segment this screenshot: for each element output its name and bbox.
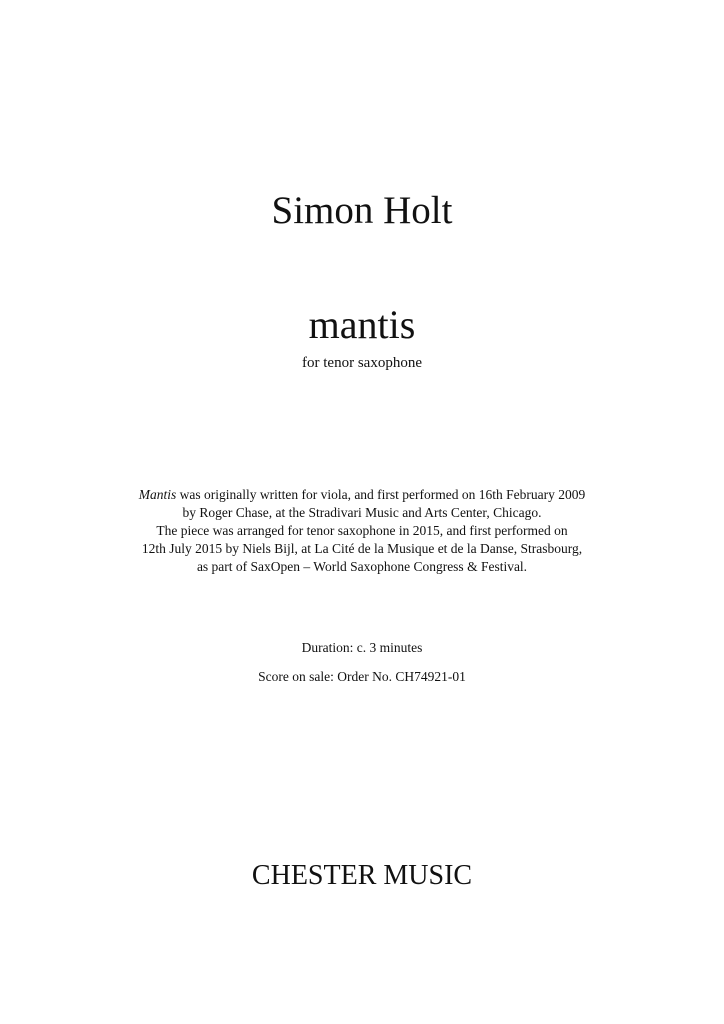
duration-text: Duration: c. 3 minutes xyxy=(301,640,423,655)
work-title: mantis xyxy=(308,302,416,347)
order-number-text: Score on sale: Order No. CH74921-01 xyxy=(258,669,466,684)
notes-line-3: The piece was arranged for tenor saxophone in 2015, and first performed on xyxy=(156,523,568,538)
composer-name: Simon Holt xyxy=(271,189,453,232)
notes-line-5: as part of SaxOpen – World Saxophone Congress & Festival. xyxy=(196,559,528,574)
notes-line-4: 12th July 2015 by Niels Bijl, at La Cité de la Musique et de la Danse, Strasbourg, xyxy=(141,541,583,556)
publisher-name: CHESTER MUSIC xyxy=(251,860,473,891)
instrumentation: for tenor saxophone xyxy=(302,355,422,371)
notes-title-italic: Mantis xyxy=(138,487,177,502)
notes-line-2: by Roger Chase, at the Stradivari Music and Arts Center, Chicago. xyxy=(182,505,542,520)
performance-notes xyxy=(0,486,724,576)
notes-line-1-text: was originally written for viola, and first performed on 16th February 2009 xyxy=(176,487,586,502)
notes-line-1 xyxy=(0,486,724,504)
